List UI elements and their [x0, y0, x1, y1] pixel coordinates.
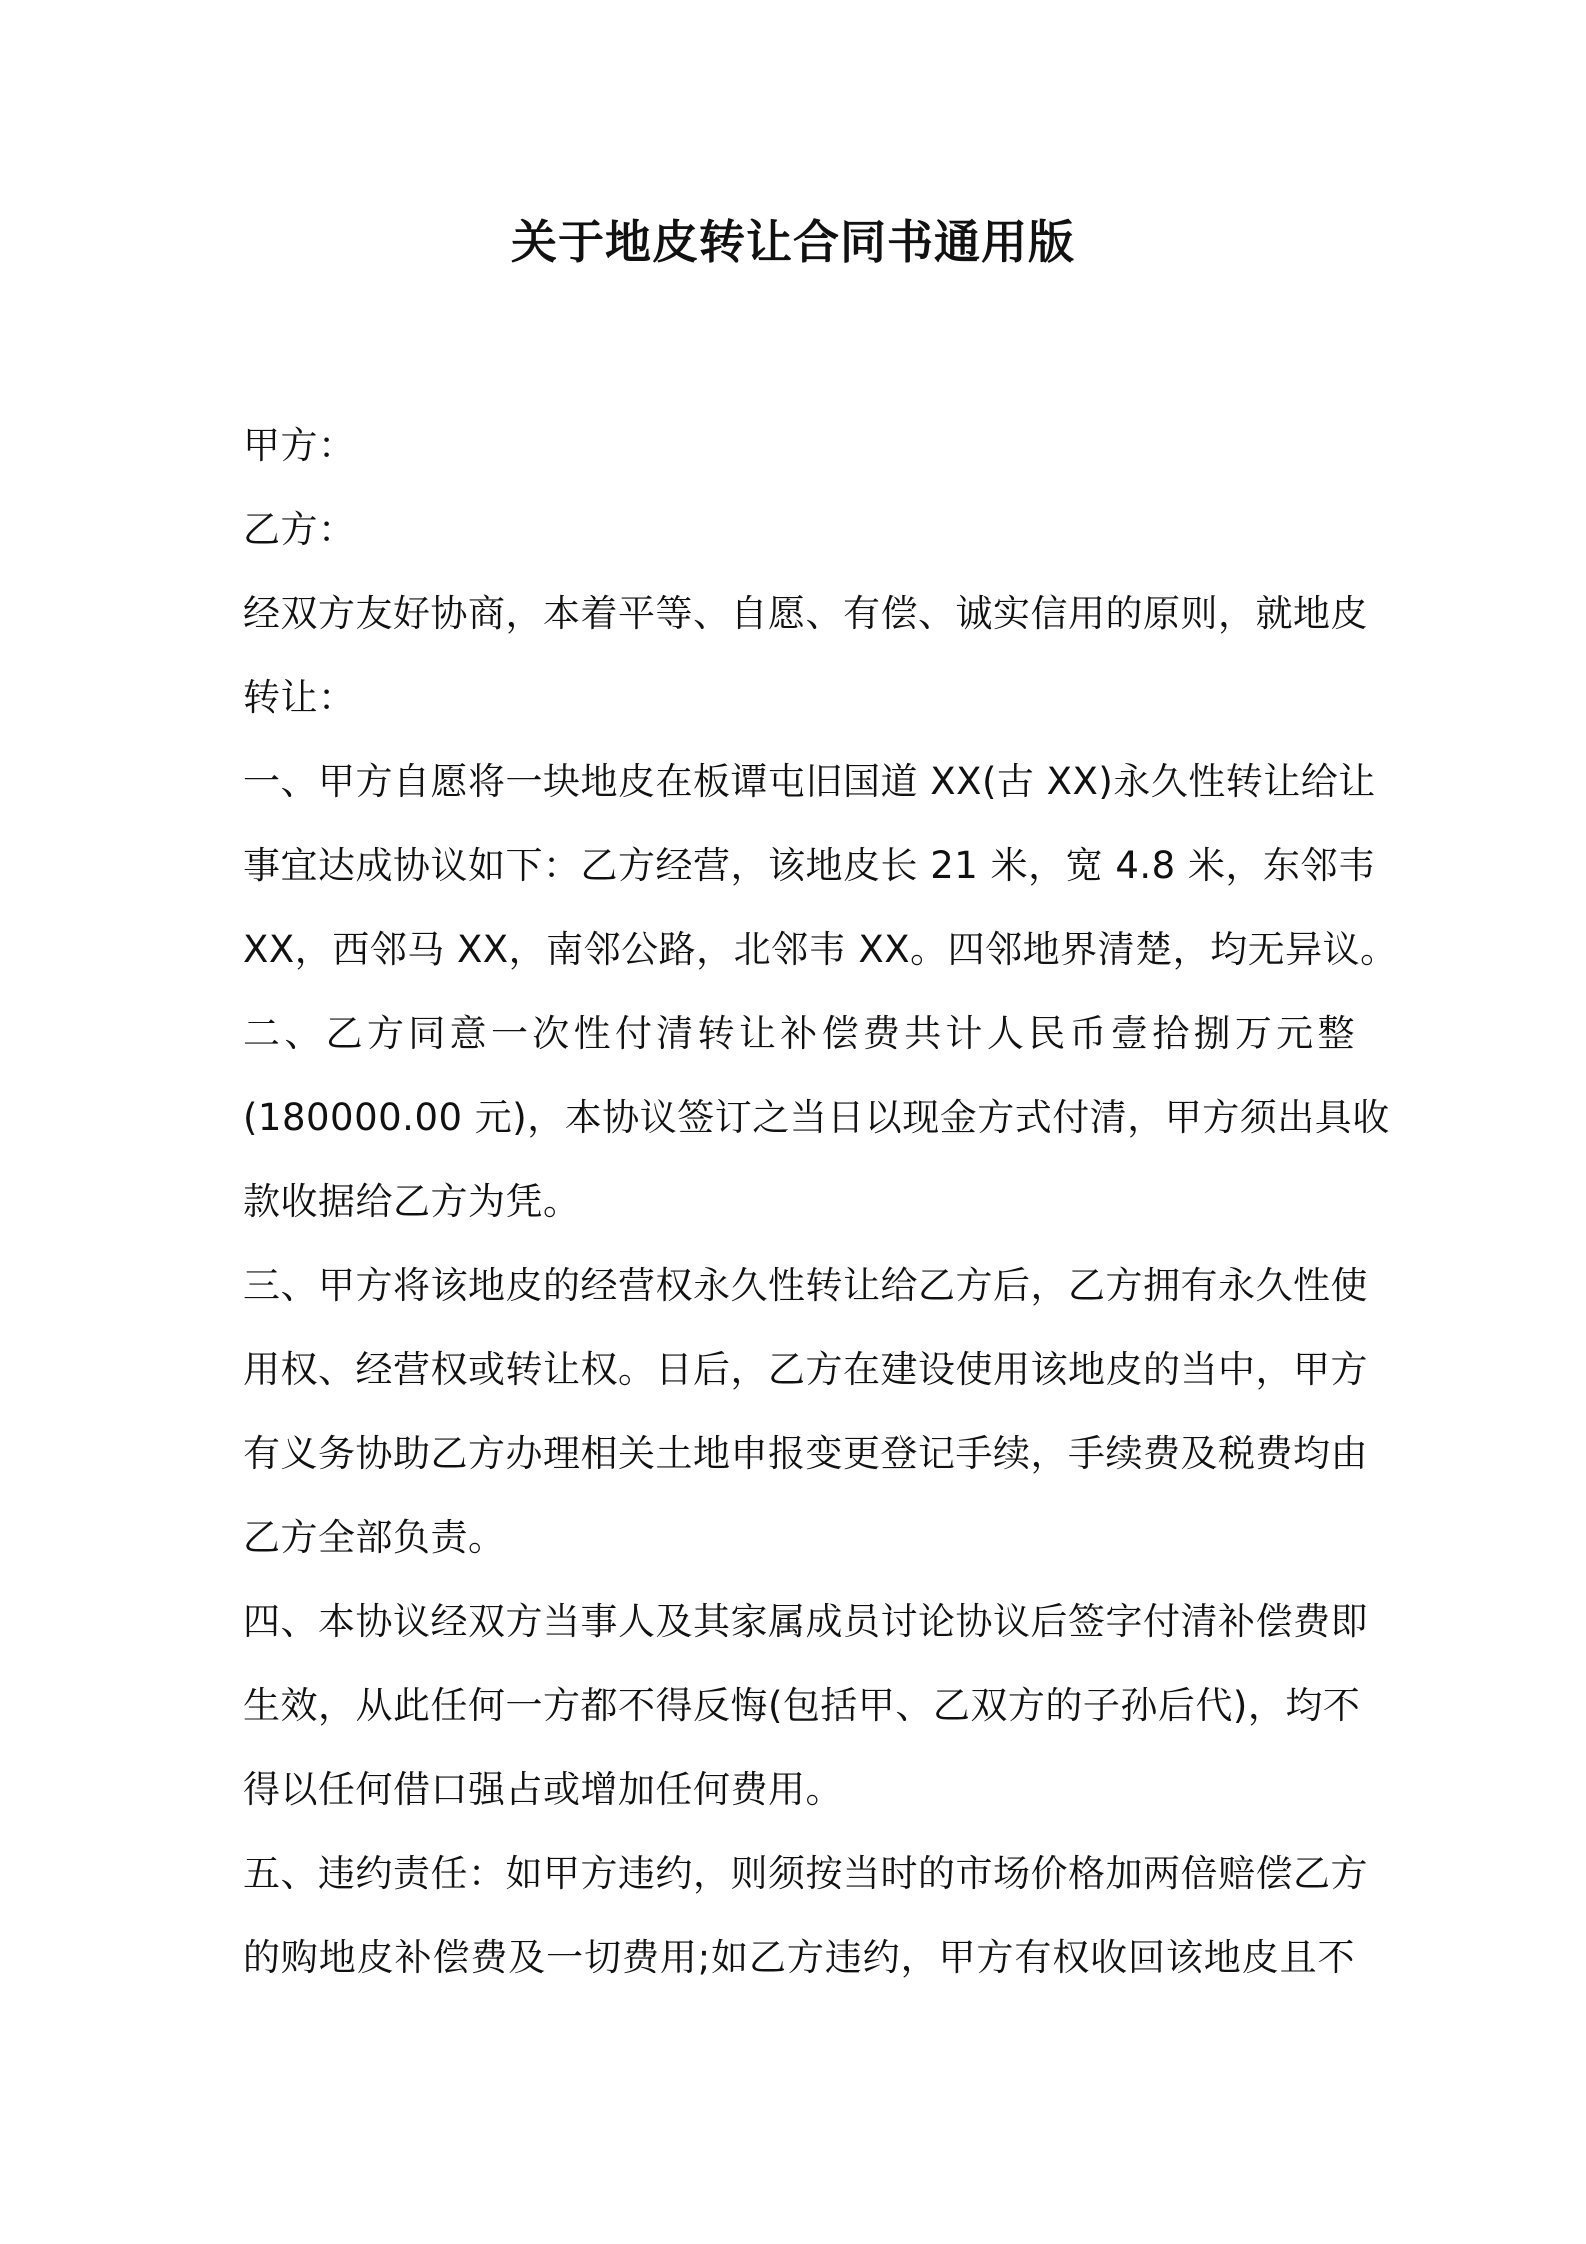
paragraph-line: 事宜达成协议如下：乙方经营，该地皮长 21 米，宽 4.8 米，东邻韦 [243, 844, 1376, 887]
paragraph-line: 五、违约责任：如甲方违约，则须按当时的市场价格加两倍赔偿乙方 [243, 1852, 1368, 1895]
paragraph-line: XX，西邻马 XX，南邻公路，北邻韦 XX。四邻地界清楚，均无异议。 [243, 928, 1398, 971]
party-b-line: 乙方： [243, 508, 356, 551]
paragraph-line: 款收据给乙方为凭。 [243, 1180, 581, 1223]
document-title: 关于地皮转让合同书通用版 [511, 215, 1075, 269]
paragraph-line: 经双方友好协商，本着平等、自愿、有偿、诚实信用的原则，就地皮 [243, 592, 1368, 635]
paragraph-line: 的购地皮补偿费及一切费用;如乙方违约，甲方有权收回该地皮且不 [243, 1936, 1355, 1979]
paragraph-line: 有义务协助乙方办理相关土地申报变更登记手续，手续费及税费均由 [243, 1432, 1368, 1475]
party-a-line: 甲方： [243, 424, 356, 467]
paragraph-line: 用权、经营权或转让权。日后，乙方在建设使用该地皮的当中，甲方 [243, 1348, 1368, 1391]
paragraph-line: 三、甲方将该地皮的经营权永久性转让给乙方后，乙方拥有永久性使 [243, 1264, 1368, 1307]
document-body [243, 404, 1398, 2000]
paragraph-line: 乙方全部负责。 [243, 1516, 506, 1559]
paragraph-line: 转让： [243, 676, 356, 719]
paragraph-line: 生效，从此任何一方都不得反悔(包括甲、乙双方的子孙后代)，均不 [243, 1684, 1361, 1727]
paragraph-line: 四、本协议经双方当事人及其家属成员讨论协议后签字付清补偿费即 [243, 1600, 1368, 1643]
paragraph-line: (180000.00 元)，本协议签订之当日以现金方式付清，甲方须出具收 [243, 1096, 1390, 1139]
paragraph-line: 得以任何借口强占或增加任何费用。 [243, 1768, 843, 1811]
paragraph-line: 一、甲方自愿将一块地皮在板谭屯旧国道 XX(古 XX)永久性转让给让 [243, 760, 1376, 803]
paragraph-line: 二、乙方同意一次性付清转让补偿费共计人民币壹拾捌万元整 [243, 1012, 1355, 1055]
